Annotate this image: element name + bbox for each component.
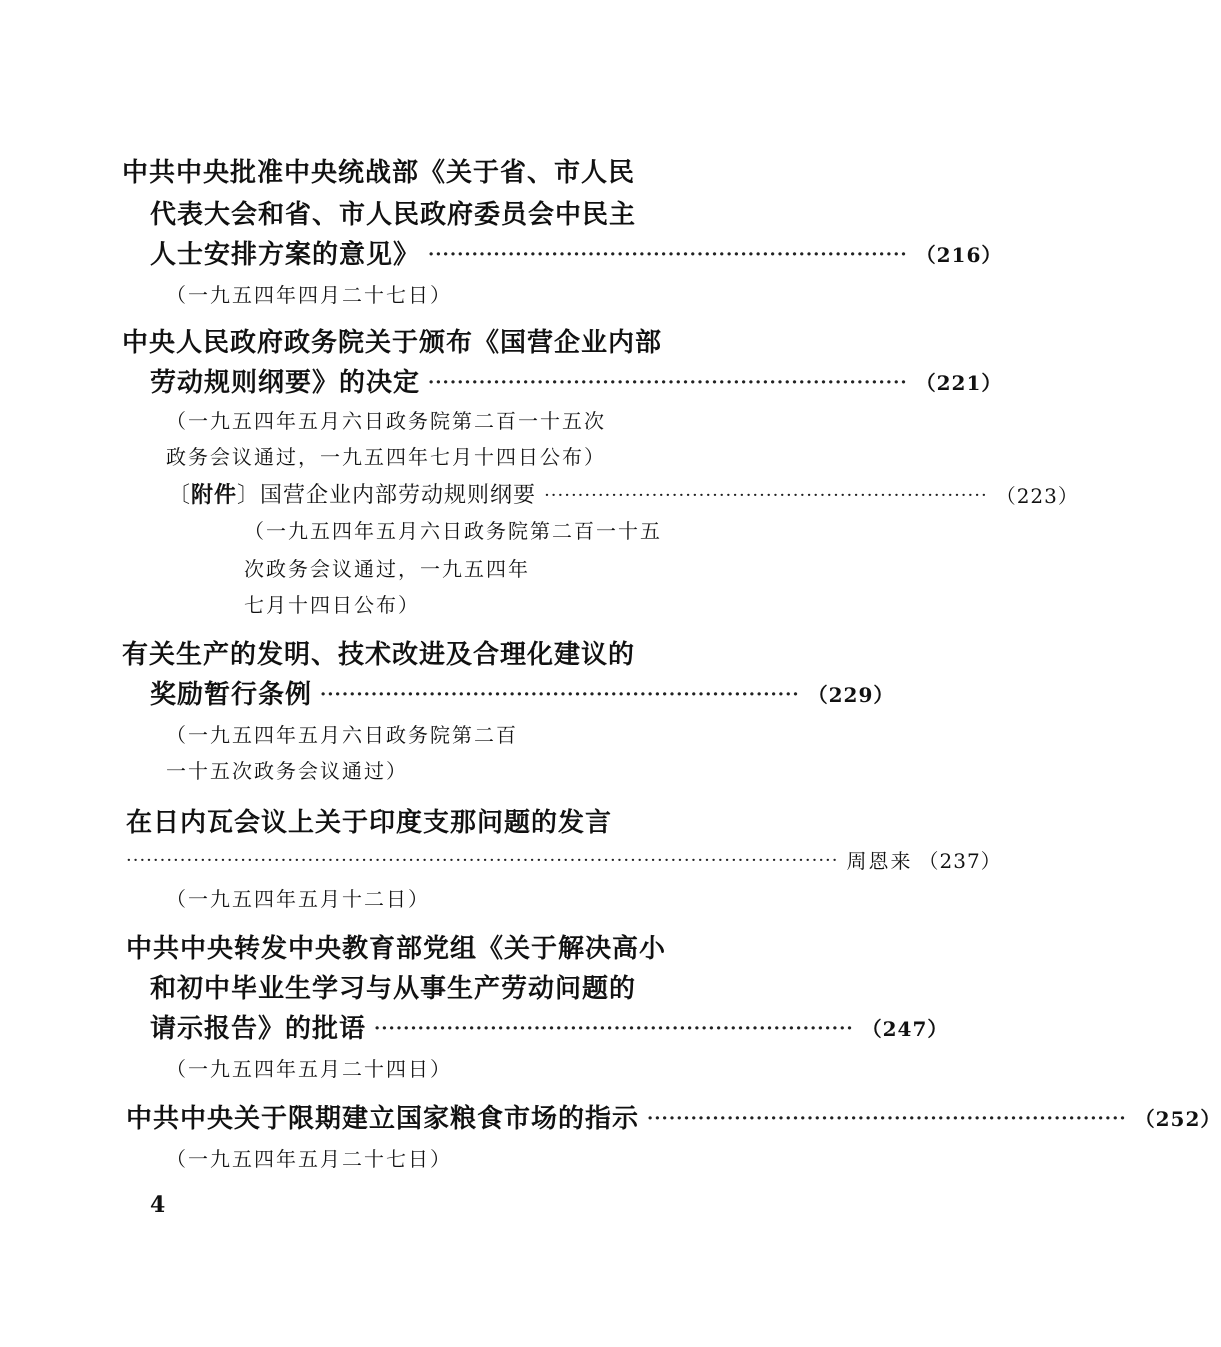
entry-date-note: （一九五四年五月二十四日） xyxy=(166,1057,452,1081)
page-number: 4 xyxy=(150,1192,166,1218)
page-ref: （223） xyxy=(995,483,1079,508)
entry-title-line: 中共中央批准中央统战部《关于省、市人民 xyxy=(122,158,636,188)
entry-title-line: 在日内瓦会议上关于印度支那问题的发言 xyxy=(126,808,613,838)
dot-leader: ·································································· xyxy=(374,1018,854,1039)
entry-leader-line xyxy=(126,844,1002,878)
entry-title-line: 人士安排方案的意见》 xyxy=(150,240,421,270)
dot-leader: ·································································· xyxy=(428,244,908,265)
entry-date-note: （一九五四年四月二十七日） xyxy=(166,283,452,307)
entry-author: 周恩来 xyxy=(846,849,913,873)
page-ref: （247） xyxy=(861,1017,949,1041)
entry-title-line: 中共中央转发中央教育部党组《关于解决高小 xyxy=(126,934,667,964)
entry-title-line: 有关生产的发明、技术改进及合理化建议的 xyxy=(122,640,636,670)
attachment-bracket-close: 〕 xyxy=(237,483,261,508)
entry-date-note: （一九五四年五月六日政务院第二百一十五次 xyxy=(166,409,606,433)
dot-leader: ·································································· xyxy=(647,1108,1127,1129)
page-ref: （221） xyxy=(915,371,1003,395)
dot-leader: ·································································· xyxy=(320,684,800,705)
entry-title-line: 和初中毕业生学习与从事生产劳动问题的 xyxy=(150,974,637,1004)
entry-date-note: 一十五次政务会议通过） xyxy=(166,759,408,783)
attachment-title-text: 国营企业内部劳动规则纲要 xyxy=(260,483,537,508)
entry-title-line: 奖励暂行条例 xyxy=(150,680,313,710)
page-ref: （216） xyxy=(915,243,1003,267)
entry-title-line: 劳动规则纲要》的决定 xyxy=(150,368,421,398)
entry-leader-line xyxy=(150,238,1003,272)
entry-leader-line xyxy=(150,1012,949,1046)
entry-date-note: （一九五四年五月六日政务院第二百 xyxy=(166,723,518,747)
page-ref: （229） xyxy=(807,683,895,707)
entry-leader-line xyxy=(150,366,1003,400)
entry-date-note: 政务会议通过，一九五四年七月十四日公布） xyxy=(166,445,606,469)
attachment-bracket-open: 〔 xyxy=(168,483,192,508)
entry-title-line: 代表大会和省、市人民政府委员会中民主 xyxy=(150,200,637,230)
page-ref: （237） xyxy=(918,849,1002,873)
attachment-date-note: 次政务会议通过，一九五四年 xyxy=(244,557,530,581)
attachment-date-note: （一九五四年五月六日政务院第二百一十五 xyxy=(244,519,662,543)
entry-title-line: 中共中央关于限期建立国家粮食市场的指示 xyxy=(126,1104,640,1134)
entry-leader-line xyxy=(126,1102,1221,1136)
dot-leader: ·········································································································· xyxy=(126,850,839,871)
entry-title-line: 请示报告》的批语 xyxy=(150,1014,367,1044)
entry-date-note: （一九五四年五月二十七日） xyxy=(166,1147,452,1171)
entry-leader-line xyxy=(150,678,895,712)
attachment-date-note: 七月十四日公布） xyxy=(244,593,420,617)
dot-leader: ·································································· xyxy=(544,484,988,506)
dot-leader: ·································································· xyxy=(428,372,908,393)
entry-title-line: 中央人民政府政务院关于颁布《国营企业内部 xyxy=(122,328,663,358)
attachment-tag: 附件 xyxy=(191,482,238,508)
attachment-leader-line xyxy=(168,478,1079,513)
page-ref: （252） xyxy=(1134,1107,1221,1131)
attachment-title xyxy=(168,478,536,513)
entry-date-note: （一九五四年五月十二日） xyxy=(166,887,430,911)
